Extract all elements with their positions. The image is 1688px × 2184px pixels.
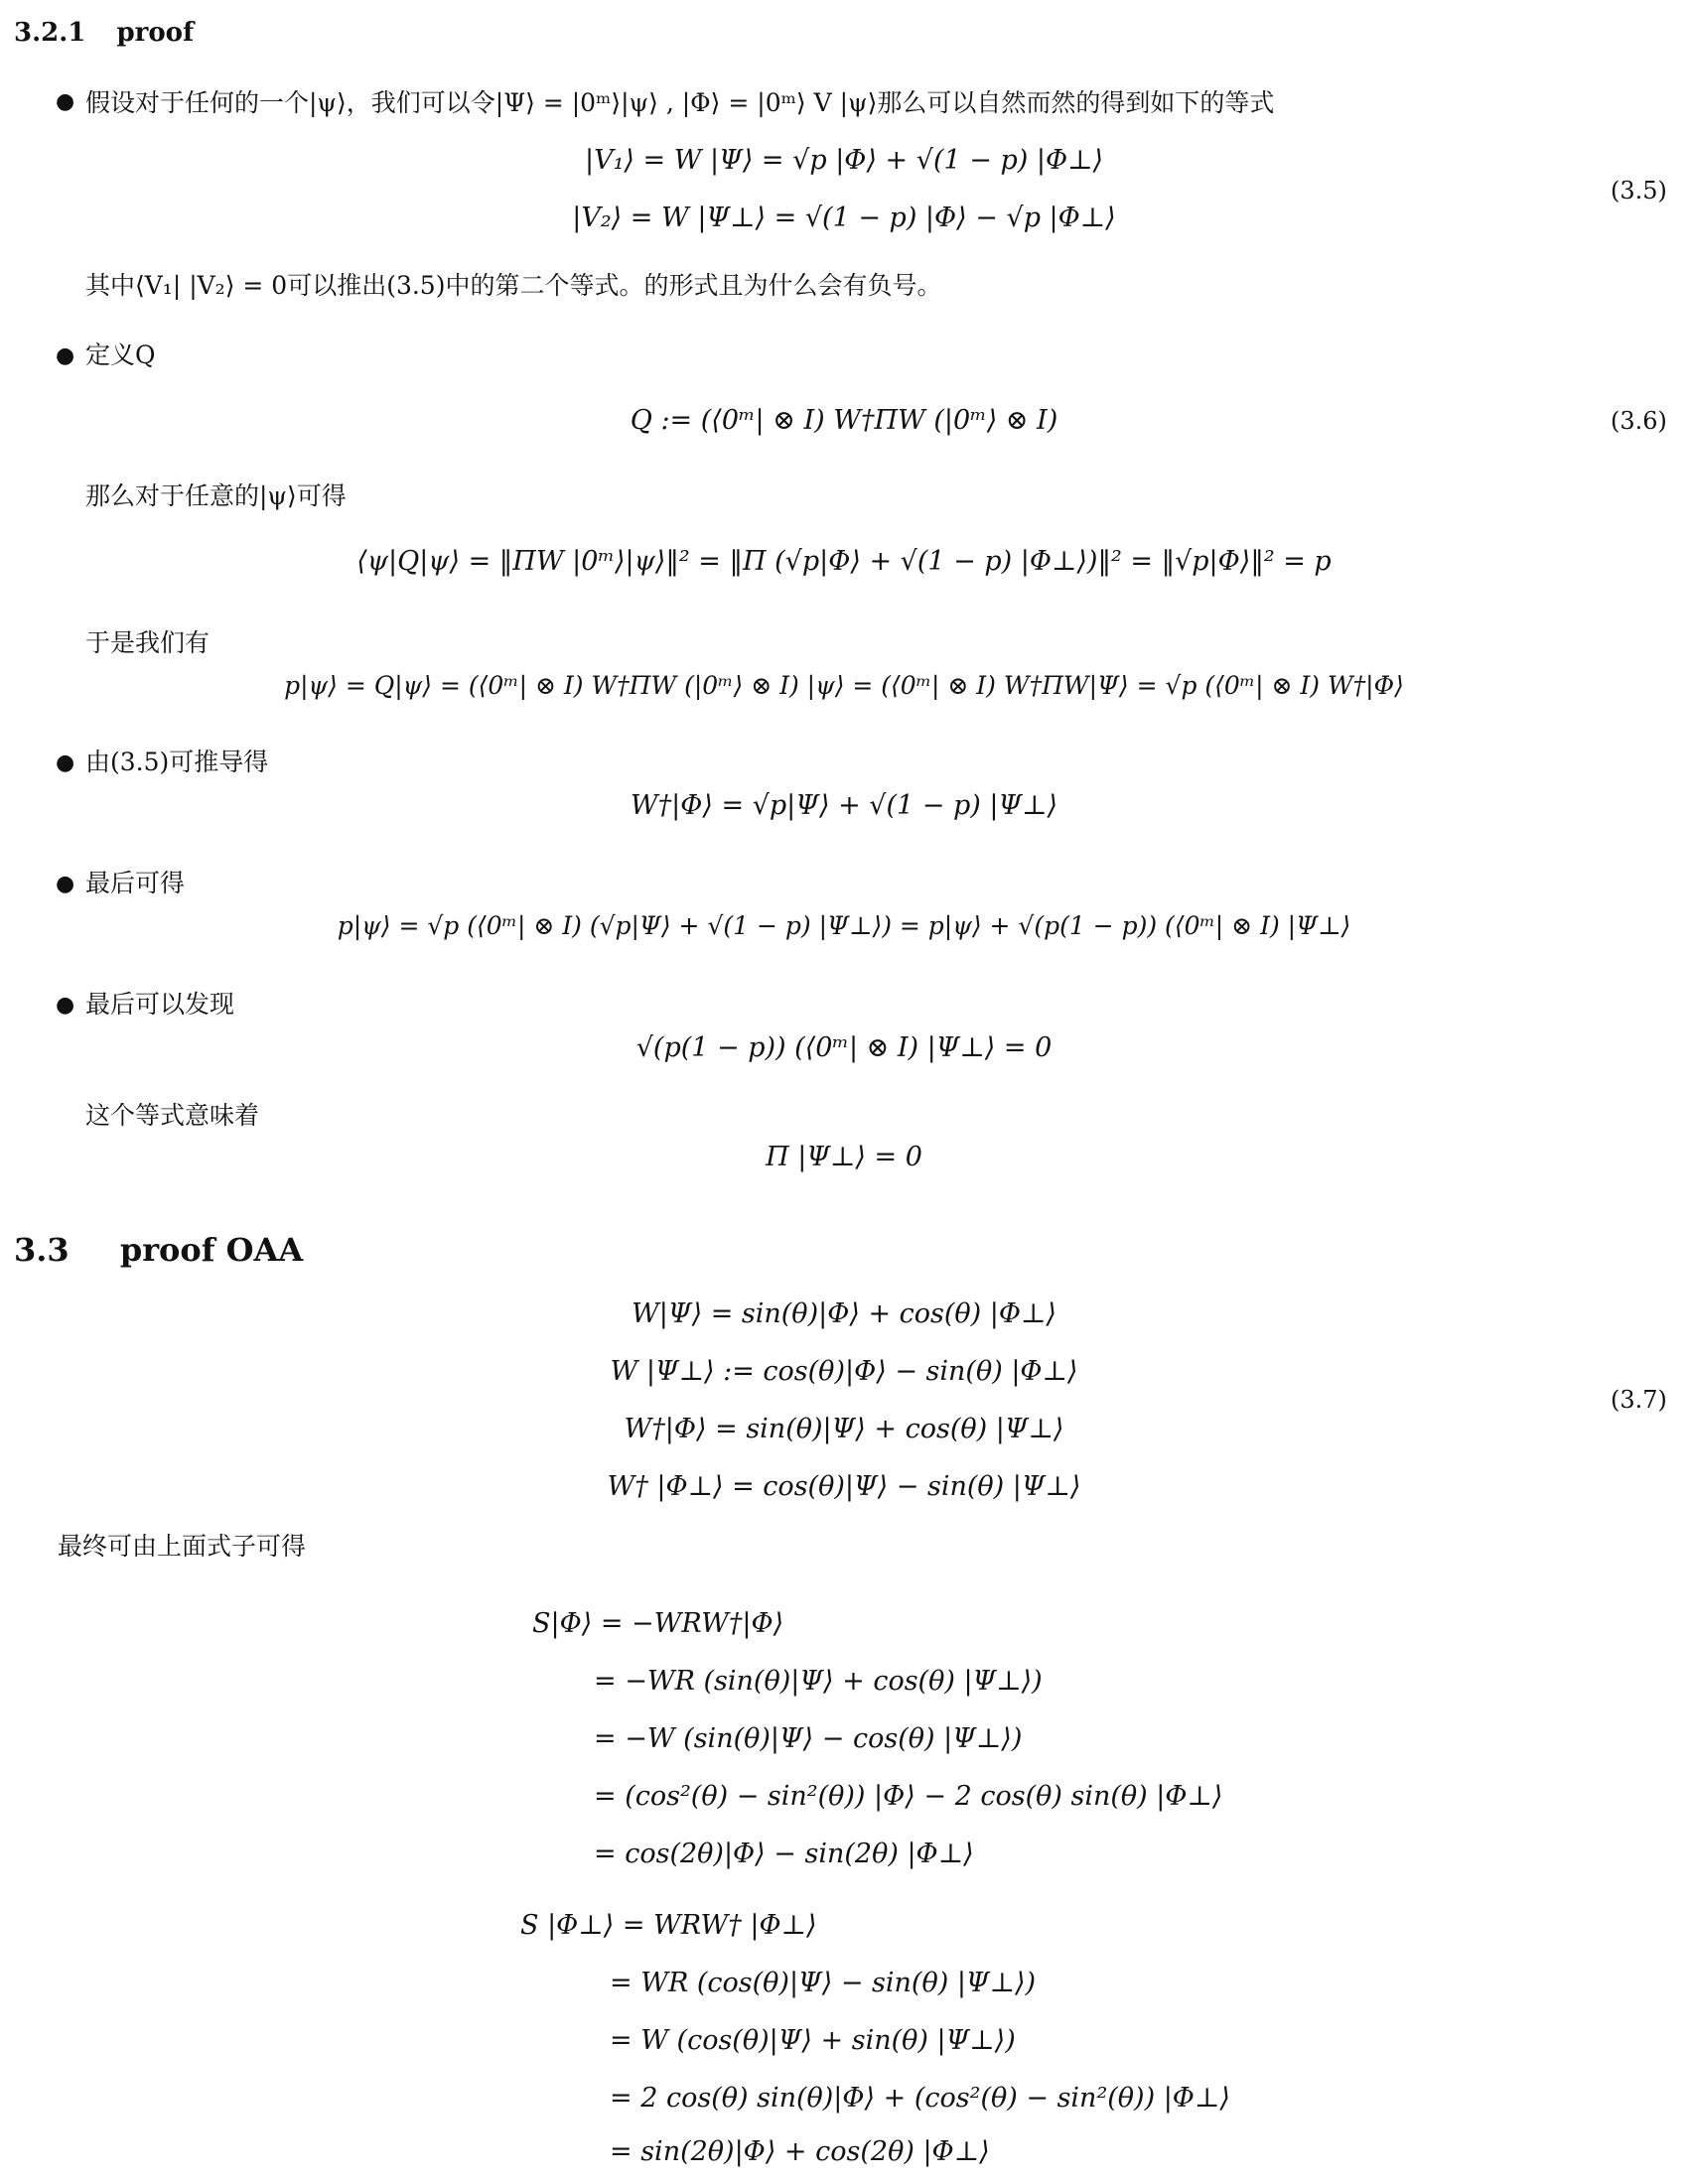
derivation-s-phi-perp-line-5: = sin(2θ)|Φ⟩ + cos(2θ) |Φ⊥⟩ — [610, 2136, 990, 2167]
bullet-icon: ● — [56, 751, 75, 775]
paragraph-for-any-psi: 那么对于任意的|ψ⟩可得 — [85, 481, 347, 510]
derivation-s-phi-line-3: = −W (sin(θ)|Ψ⟩ − cos(θ) |Ψ⊥⟩) — [594, 1723, 1023, 1754]
equation-3-6: Q := (⟨0ᵐ| ⊗ I) W†ΠW (|0ᵐ⟩ ⊗ I) — [630, 405, 1058, 436]
equation-3-5-line-1: |V₁⟩ = W |Ψ⟩ = √p |Φ⟩ + √(1 − p) |Φ⊥⟩ — [584, 145, 1104, 176]
section-heading-3-2-1 — [14, 18, 194, 48]
equation-w-dagger-phi: W†|Φ⟩ = √p|Ψ⟩ + √(1 − p) |Ψ⊥⟩ — [630, 790, 1058, 821]
equation-number-3-7: (3.7) — [1611, 1386, 1667, 1414]
equation-3-7-line-4: W† |Φ⊥⟩ = cos(θ)|Ψ⟩ − sin(θ) |Ψ⊥⟩ — [607, 1471, 1081, 1502]
paragraph-finally-get: 最后可得 — [85, 869, 186, 897]
equation-3-7-line-3: W†|Φ⟩ = sin(θ)|Ψ⟩ + cos(θ) |Ψ⊥⟩ — [624, 1414, 1064, 1444]
paragraph-derive-from-3-5: 由(3.5)可推导得 — [85, 748, 269, 776]
paragraph-assumption: 假设对于任何的一个|ψ⟩，我们可以令|Ψ⟩ = |0ᵐ⟩|ψ⟩ , |Φ⟩ = |0ᵐ⟩ V |ψ⟩那么可以自然而然的得到如下的等式 — [85, 88, 1275, 117]
paragraph-finally-from-above: 最终可由上面式子可得 — [58, 1532, 307, 1561]
equation-3-7-line-1: W|Ψ⟩ = sin(θ)|Φ⟩ + cos(θ) |Φ⊥⟩ — [632, 1298, 1056, 1329]
paragraph-so-we-have: 于是我们有 — [85, 628, 211, 657]
equation-p-psi: p|ψ⟩ = Q|ψ⟩ = (⟨0ᵐ| ⊗ I) W†ΠW (|0ᵐ⟩ ⊗ I) |ψ⟩ = (⟨0ᵐ| ⊗ I) W†ΠW|Ψ⟩ = √p (⟨0ᵐ| ⊗ I) W†|Φ⟩ — [284, 671, 1404, 700]
equation-number-3-5: (3.5) — [1611, 177, 1667, 205]
derivation-s-phi-perp-line-3: = W (cos(θ)|Ψ⟩ + sin(θ) |Ψ⊥⟩) — [610, 2025, 1016, 2056]
section-number: 3.2.1 — [14, 18, 86, 48]
equation-expectation-q: ⟨ψ|Q|ψ⟩ = ‖ΠW |0ᵐ⟩|ψ⟩‖² = ‖Π (√p|Φ⟩ + √(1 − p) |Φ⊥⟩)‖² = ‖√p|Φ⟩‖² = p — [356, 546, 1332, 577]
section-title: proof — [116, 18, 195, 48]
derivation-s-phi-perp-line-2: = WR (cos(θ)|Ψ⟩ − sin(θ) |Ψ⊥⟩) — [610, 1968, 1037, 1998]
equation-3-5-line-2: |V₂⟩ = W |Ψ⊥⟩ = √(1 − p) |Φ⟩ − √p |Φ⊥⟩ — [572, 203, 1116, 233]
paragraph-define-q: 定义Q — [85, 341, 156, 369]
section-heading-3-3 — [14, 1231, 303, 1269]
paragraph-finally-find: 最后可以发现 — [85, 990, 235, 1019]
equation-sqrt-zero: √(p(1 − p)) (⟨0ᵐ| ⊗ I) |Ψ⊥⟩ = 0 — [635, 1032, 1053, 1063]
paragraph-orthogonality-note: 其中⟨V₁| |V₂⟩ = 0可以推出(3.5)中的第二个等式。的形式且为什么会有负号。 — [85, 271, 942, 300]
derivation-s-phi-perp-line-1: S |Φ⊥⟩ = WRW† |Φ⊥⟩ — [520, 1910, 817, 1941]
bullet-icon: ● — [56, 343, 75, 368]
section-title: proof OAA — [119, 1231, 304, 1269]
derivation-s-phi-line-2: = −WR (sin(θ)|Ψ⟩ + cos(θ) |Ψ⊥⟩) — [594, 1666, 1043, 1697]
derivation-s-phi-line-1: S|Φ⟩ = −WRW†|Φ⟩ — [532, 1608, 784, 1639]
bullet-icon: ● — [56, 89, 75, 114]
derivation-s-phi-line-5: = cos(2θ)|Φ⟩ − sin(2θ) |Φ⊥⟩ — [594, 1839, 974, 1869]
bullet-icon: ● — [56, 872, 75, 896]
derivation-s-phi-perp-line-4: = 2 cos(θ) sin(θ)|Φ⟩ + (cos²(θ) − sin²(θ)) |Φ⊥⟩ — [610, 2083, 1230, 2114]
equation-final-p-psi: p|ψ⟩ = √p (⟨0ᵐ| ⊗ I) (√p|Ψ⟩ + √(1 − p) |Ψ⊥⟩) = p|ψ⟩ + √(p(1 − p)) (⟨0ᵐ| ⊗ I) |Ψ⊥⟩ — [337, 911, 1351, 940]
section-number: 3.3 — [14, 1231, 70, 1269]
bullet-icon: ● — [56, 993, 75, 1018]
equation-3-7-line-2: W |Ψ⊥⟩ := cos(θ)|Φ⟩ − sin(θ) |Φ⊥⟩ — [610, 1356, 1078, 1387]
equation-pi-zero: Π |Ψ⊥⟩ = 0 — [766, 1142, 922, 1172]
equation-number-3-6: (3.6) — [1611, 407, 1667, 435]
paragraph-equation-means: 这个等式意味着 — [85, 1101, 260, 1130]
derivation-s-phi-line-4: = (cos²(θ) − sin²(θ)) |Φ⟩ − 2 cos(θ) sin(θ) |Φ⊥⟩ — [594, 1781, 1223, 1812]
